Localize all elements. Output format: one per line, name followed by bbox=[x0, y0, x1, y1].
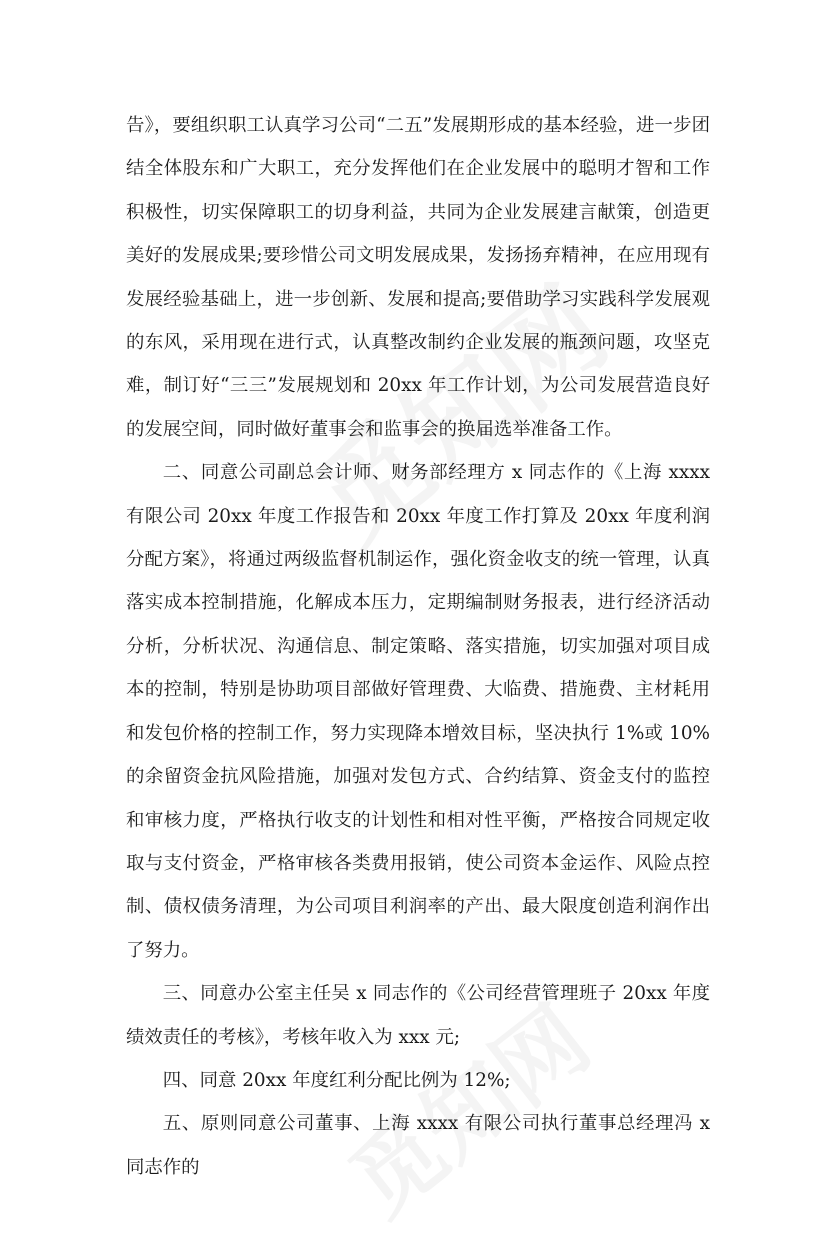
paragraph-item-5: 五、原则同意公司董事、上海 xxxx 有限公司执行董事总经理冯 x 同志作的 bbox=[126, 1113, 710, 1178]
paragraph-item-3: 三、同意办公室主任吴 x 同志作的《公司经营管理班子 20xx 年度绩效责任的考核》，考核年收入为 xxx 元; bbox=[126, 983, 710, 1048]
document-body bbox=[126, 104, 710, 1189]
paragraph-item-2: 二、同意公司副总会计师、财务部经理方 x 同志作的《上海 xxxx 有限公司 20xx 年度工作报告和 20xx 年度工作打算及 20xx 年度利润分配方案》，将通过两级监督机制运作，强化资金收支的统一管理，认真落实成本控制措施，化解成本压力，定期编制财务报表，进行经济活动分析，分析状况、沟通信息、制定策略、落实措施，切实加强对项目成本的控制，特别是协助项目部做好管理费、大临费、措施费、主材耗用和发包价格的控制工作，努力实现降本增效目标，坚决执行 1%或 10%的余留资金抗风险措施，加强对发包方式、合约结算、资金支付的监控和审核力度，严格执行收支的计划性和相对性平衡，严格按合同规定收取与支付资金，严格审核各类费用报销，使公司资本金运作、风险点控制、债权债务清理，为公司项目利润率的产出、最大限度创造利润作出了努力。 bbox=[126, 462, 710, 961]
paragraph-item-4: 四、同意 20xx 年度红利分配比例为 12%; bbox=[162, 1069, 511, 1091]
paragraph-continuation: 告》，要组织职工认真学习公司“二五”发展期形成的基本经验，进一步团结全体股东和广大职工，充分发挥他们在企业发展中的聪明才智和工作积极性，切实保障职工的切身利益，共同为企业发展建言献策，创造更美好的发展成果;要珍惜公司文明发展成果，发扬扬弃精神，在应用现有发展经验基础上，进一步创新、发展和提高;要借助学习实践科学发展观的东风，采用现在进行式，认真整改制约企业发展的瓶颈问题，攻坚克难，制订好“三三”发展规划和 20xx 年工作计划，为公司发展营造良好的发展空间，同时做好董事会和监事会的换届选举准备工作。 bbox=[126, 115, 710, 440]
